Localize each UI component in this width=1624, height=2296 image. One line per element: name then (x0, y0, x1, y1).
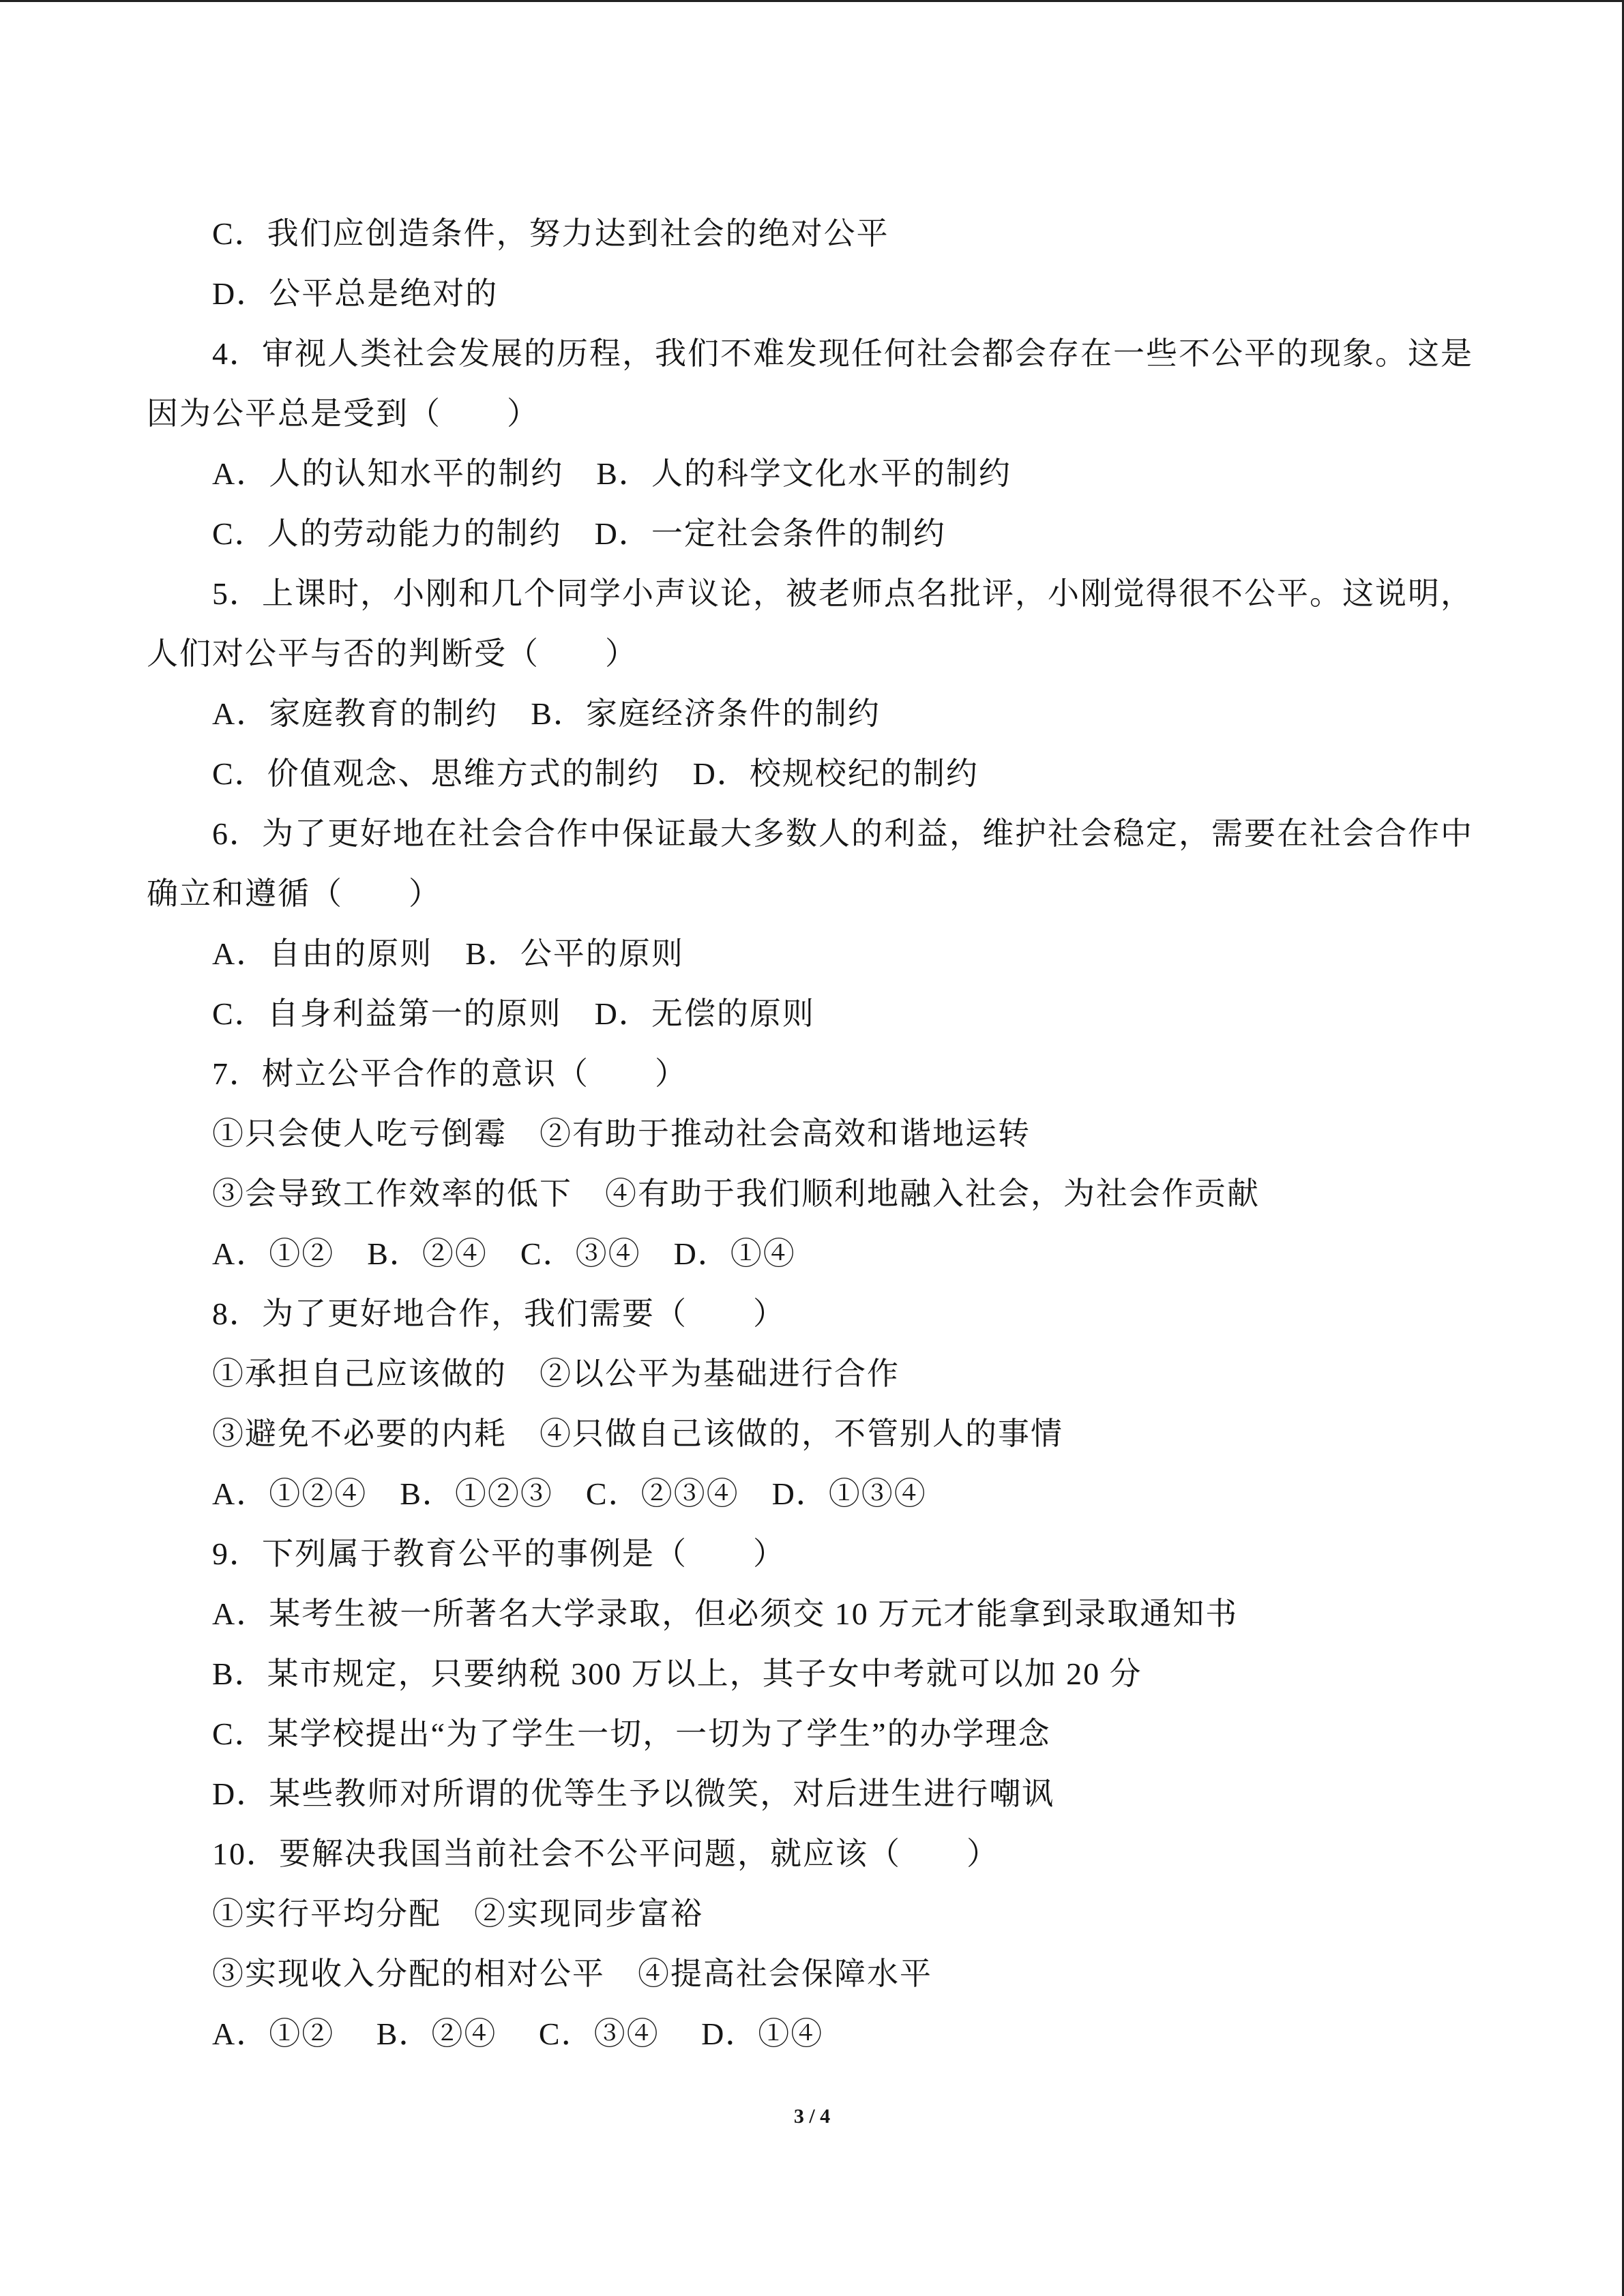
page-number: 3 / 4 (793, 2105, 831, 2128)
q10-stem: 10．要解决我国当前社会不公平问题，就应该（ ） (212, 1836, 999, 1871)
q6-stem-line-2: 确立和遵循（ ） (147, 876, 441, 911)
q7-statements-row-2: ③会导致工作效率的低下 ④有助于我们顺利地融入社会，为社会作贡献 (212, 1176, 1260, 1211)
q4-stem-line-2: 因为公平总是受到（ ） (147, 396, 540, 431)
q10-statements-row-2: ③实现收入分配的相对公平 ④提高社会保障水平 (212, 1956, 932, 1991)
q9-option-c: C．某学校提出“为了学生一切，一切为了学生”的办学理念 (212, 1716, 1051, 1751)
q9-stem: 9．下列属于教育公平的事例是（ ） (212, 1536, 786, 1571)
q5-stem-line-1: 5．上课时，小刚和几个同学小声议论，被老师点名批评，小刚觉得很不公平。这说明， (212, 576, 1472, 611)
q8-statements-row-1: ①承担自己应该做的 ②以公平为基础进行合作 (212, 1356, 900, 1391)
q9-option-d: D．某些教师对所谓的优等生予以微笑，对后进生进行嘲讽 (212, 1776, 1055, 1811)
q4-options-row-2: C．人的劳动能力的制约 D．一定社会条件的制约 (212, 516, 946, 551)
q3-option-c: C．我们应创造条件，努力达到社会的绝对公平 (212, 216, 889, 251)
q6-stem-line-1: 6．为了更好地在社会合作中保证最大多数人的利益，维护社会稳定，需要在社会合作中 (212, 816, 1472, 851)
q8-statements-row-2: ③避免不必要的内耗 ④只做自己该做的，不管别人的事情 (212, 1416, 1063, 1451)
q6-options-row-2: C．自身利益第一的原则 D．无偿的原则 (212, 996, 815, 1031)
q9-option-a: A．某考生被一所著名大学录取，但必须交 10 万元才能拿到录取通知书 (212, 1596, 1239, 1631)
q10-statements-row-1: ①实行平均分配 ②实现同步富裕 (212, 1896, 703, 1931)
q8-stem: 8．为了更好地合作，我们需要（ ） (212, 1296, 786, 1331)
document-body (147, 204, 1472, 2064)
q4-stem-line-1: 4．审视人类社会发展的历程，我们不难发现任何社会都会存在一些不公平的现象。这是 (212, 336, 1472, 371)
q8-options: A．①②④ B．①②③ C．②③④ D．①③④ (212, 1476, 927, 1511)
q5-stem-line-2: 人们对公平与否的判断受（ ） (147, 636, 638, 671)
q7-statements-row-1: ①只会使人吃亏倒霉 ②有助于推动社会高效和谐地运转 (212, 1116, 1031, 1151)
q5-options-row-1: A．家庭教育的制约 B．家庭经济条件的制约 (212, 696, 881, 731)
q7-stem: 7．树立公平合作的意识（ ） (212, 1056, 688, 1091)
q6-options-row-1: A．自由的原则 B．公平的原则 (212, 936, 684, 971)
q10-options: A．①② B．②④ C．③④ D．①④ (212, 2016, 824, 2051)
q3-option-d: D．公平总是绝对的 (212, 276, 499, 311)
q5-options-row-2: C．价值观念、思维方式的制约 D．校规校纪的制约 (212, 756, 979, 791)
q9-option-b: B．某市规定，只要纳税 300 万以上，其子女中考就可以加 20 分 (212, 1656, 1142, 1691)
page-border-top (0, 0, 1624, 2)
q7-options: A．①② B．②④ C．③④ D．①④ (212, 1236, 796, 1271)
q4-options-row-1: A．人的认知水平的制约 B．人的科学文化水平的制约 (212, 456, 1012, 491)
